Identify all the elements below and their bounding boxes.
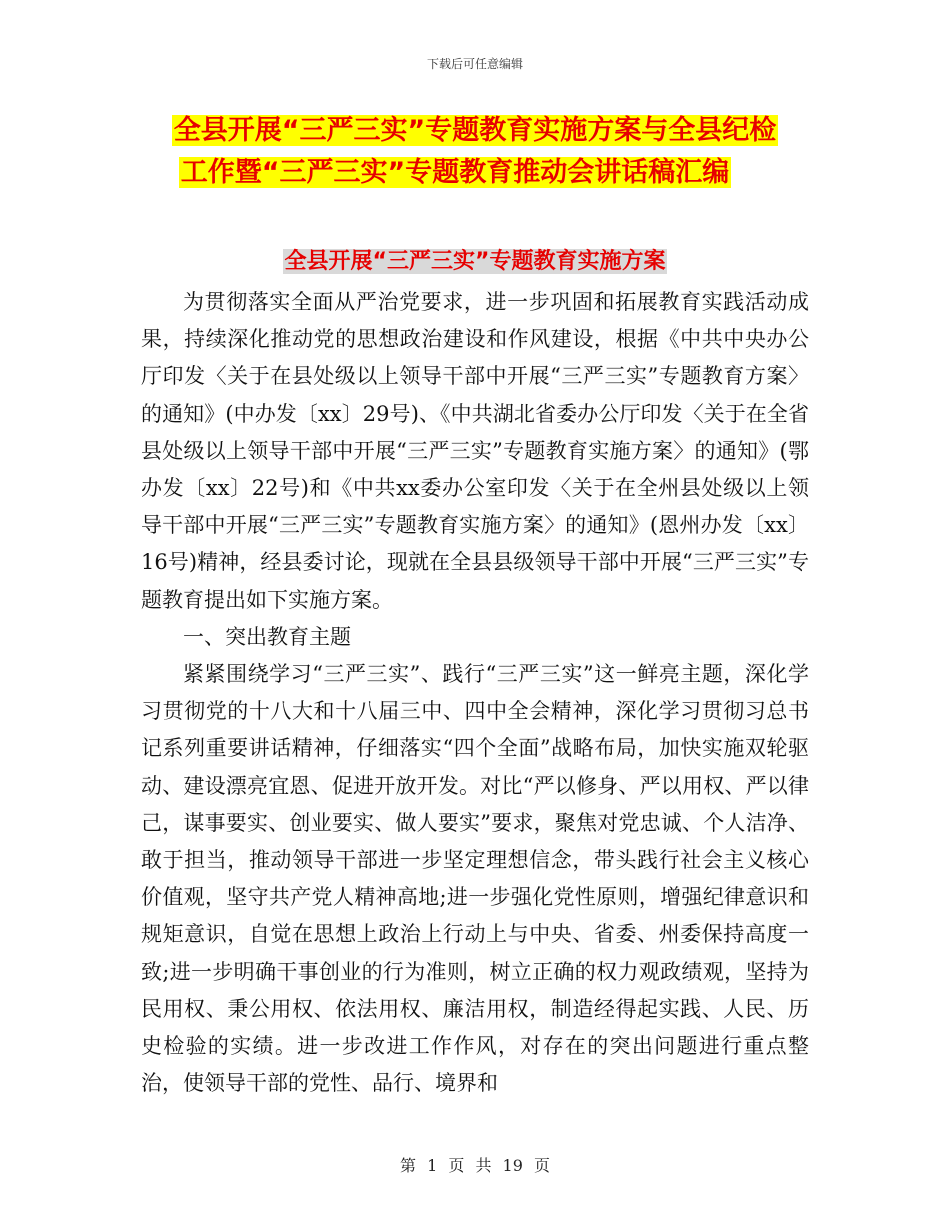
body-text [141, 284, 809, 1102]
paragraph-intro: 为贯彻落实全面从严治党要求，进一步巩固和拓展教育实践活动成果，持续深化推动党的思想政治建设和作风建设，根据《中共中央办公厅印发〈关于在县处级以上领导干部中开展“三严三实”专题教育方案〉的通知》(中办发〔xx〕29号)、《中共湖北省委办公厅印发〈关于在全省县处级以上领导干部中开展“三严三实”专题教育实施方案〉的通知》(鄂办发〔xx〕22号)和《中共xx委办公室印发〈关于在全州县处级以上领导干部中开展“三严三实”专题教育实施方案〉的通知》(恩州办发〔xx〕16号)精神，经县委讨论，现就在全县县级领导干部中开展“三严三实”专题教育提出如下实施方案。 [141, 290, 809, 612]
page-number-footer: 第 1 页 共 19 页 [400, 1156, 550, 1175]
document-title-line-2 [0, 153, 930, 193]
title-line-1-text: 全县开展“三严三实”专题教育实施方案与全县纪检 [173, 115, 777, 146]
title-line-2-text: 工作暨“三严三实”专题教育推动会讲话稿汇编 [180, 157, 730, 188]
section-title-text: 全县开展“三严三实”专题教育实施方案 [284, 249, 666, 274]
header-note: 下载后可任意编辑 [426, 57, 523, 71]
document-title-line-1 [0, 111, 950, 151]
paragraph-theme: 紧紧围绕学习“三严三实”、践行“三严三实”这一鲜亮主题，深化学习贯彻党的十八大和十八届三中、四中全会精神，深化学习贯彻习总书记系列重要讲话精神，仔细落实“四个全面”战略布局，加快实施双轮驱动、建设漂亮宜恩、促进开放开发。对比“严以修身、严以用权、严以律己，谋事要实、创业要实、做人要实”要求，聚焦对党忠诚、个人洁净、敢于担当，推动领导干部进一步坚定理想信念，带头践行社会主义核心价值观，坚守共产党人精神高地;进一步强化党性原则，增强纪律意识和规矩意识，自觉在思想上政治上行动上与中央、省委、州委保持高度一致;进一步明确干事创业的行为准则，树立正确的权力观政绩观，坚持为民用权、秉公用权、依法用权、廉洁用权，制造经得起实践、人民、历史检验的实绩。进一步改进工作作风，对存在的突出问题进行重点整治，使领导干部的党性、品行、境界和 [141, 662, 809, 1096]
heading-one: 一、突出教育主题 [183, 624, 351, 649]
section-title [0, 242, 950, 282]
